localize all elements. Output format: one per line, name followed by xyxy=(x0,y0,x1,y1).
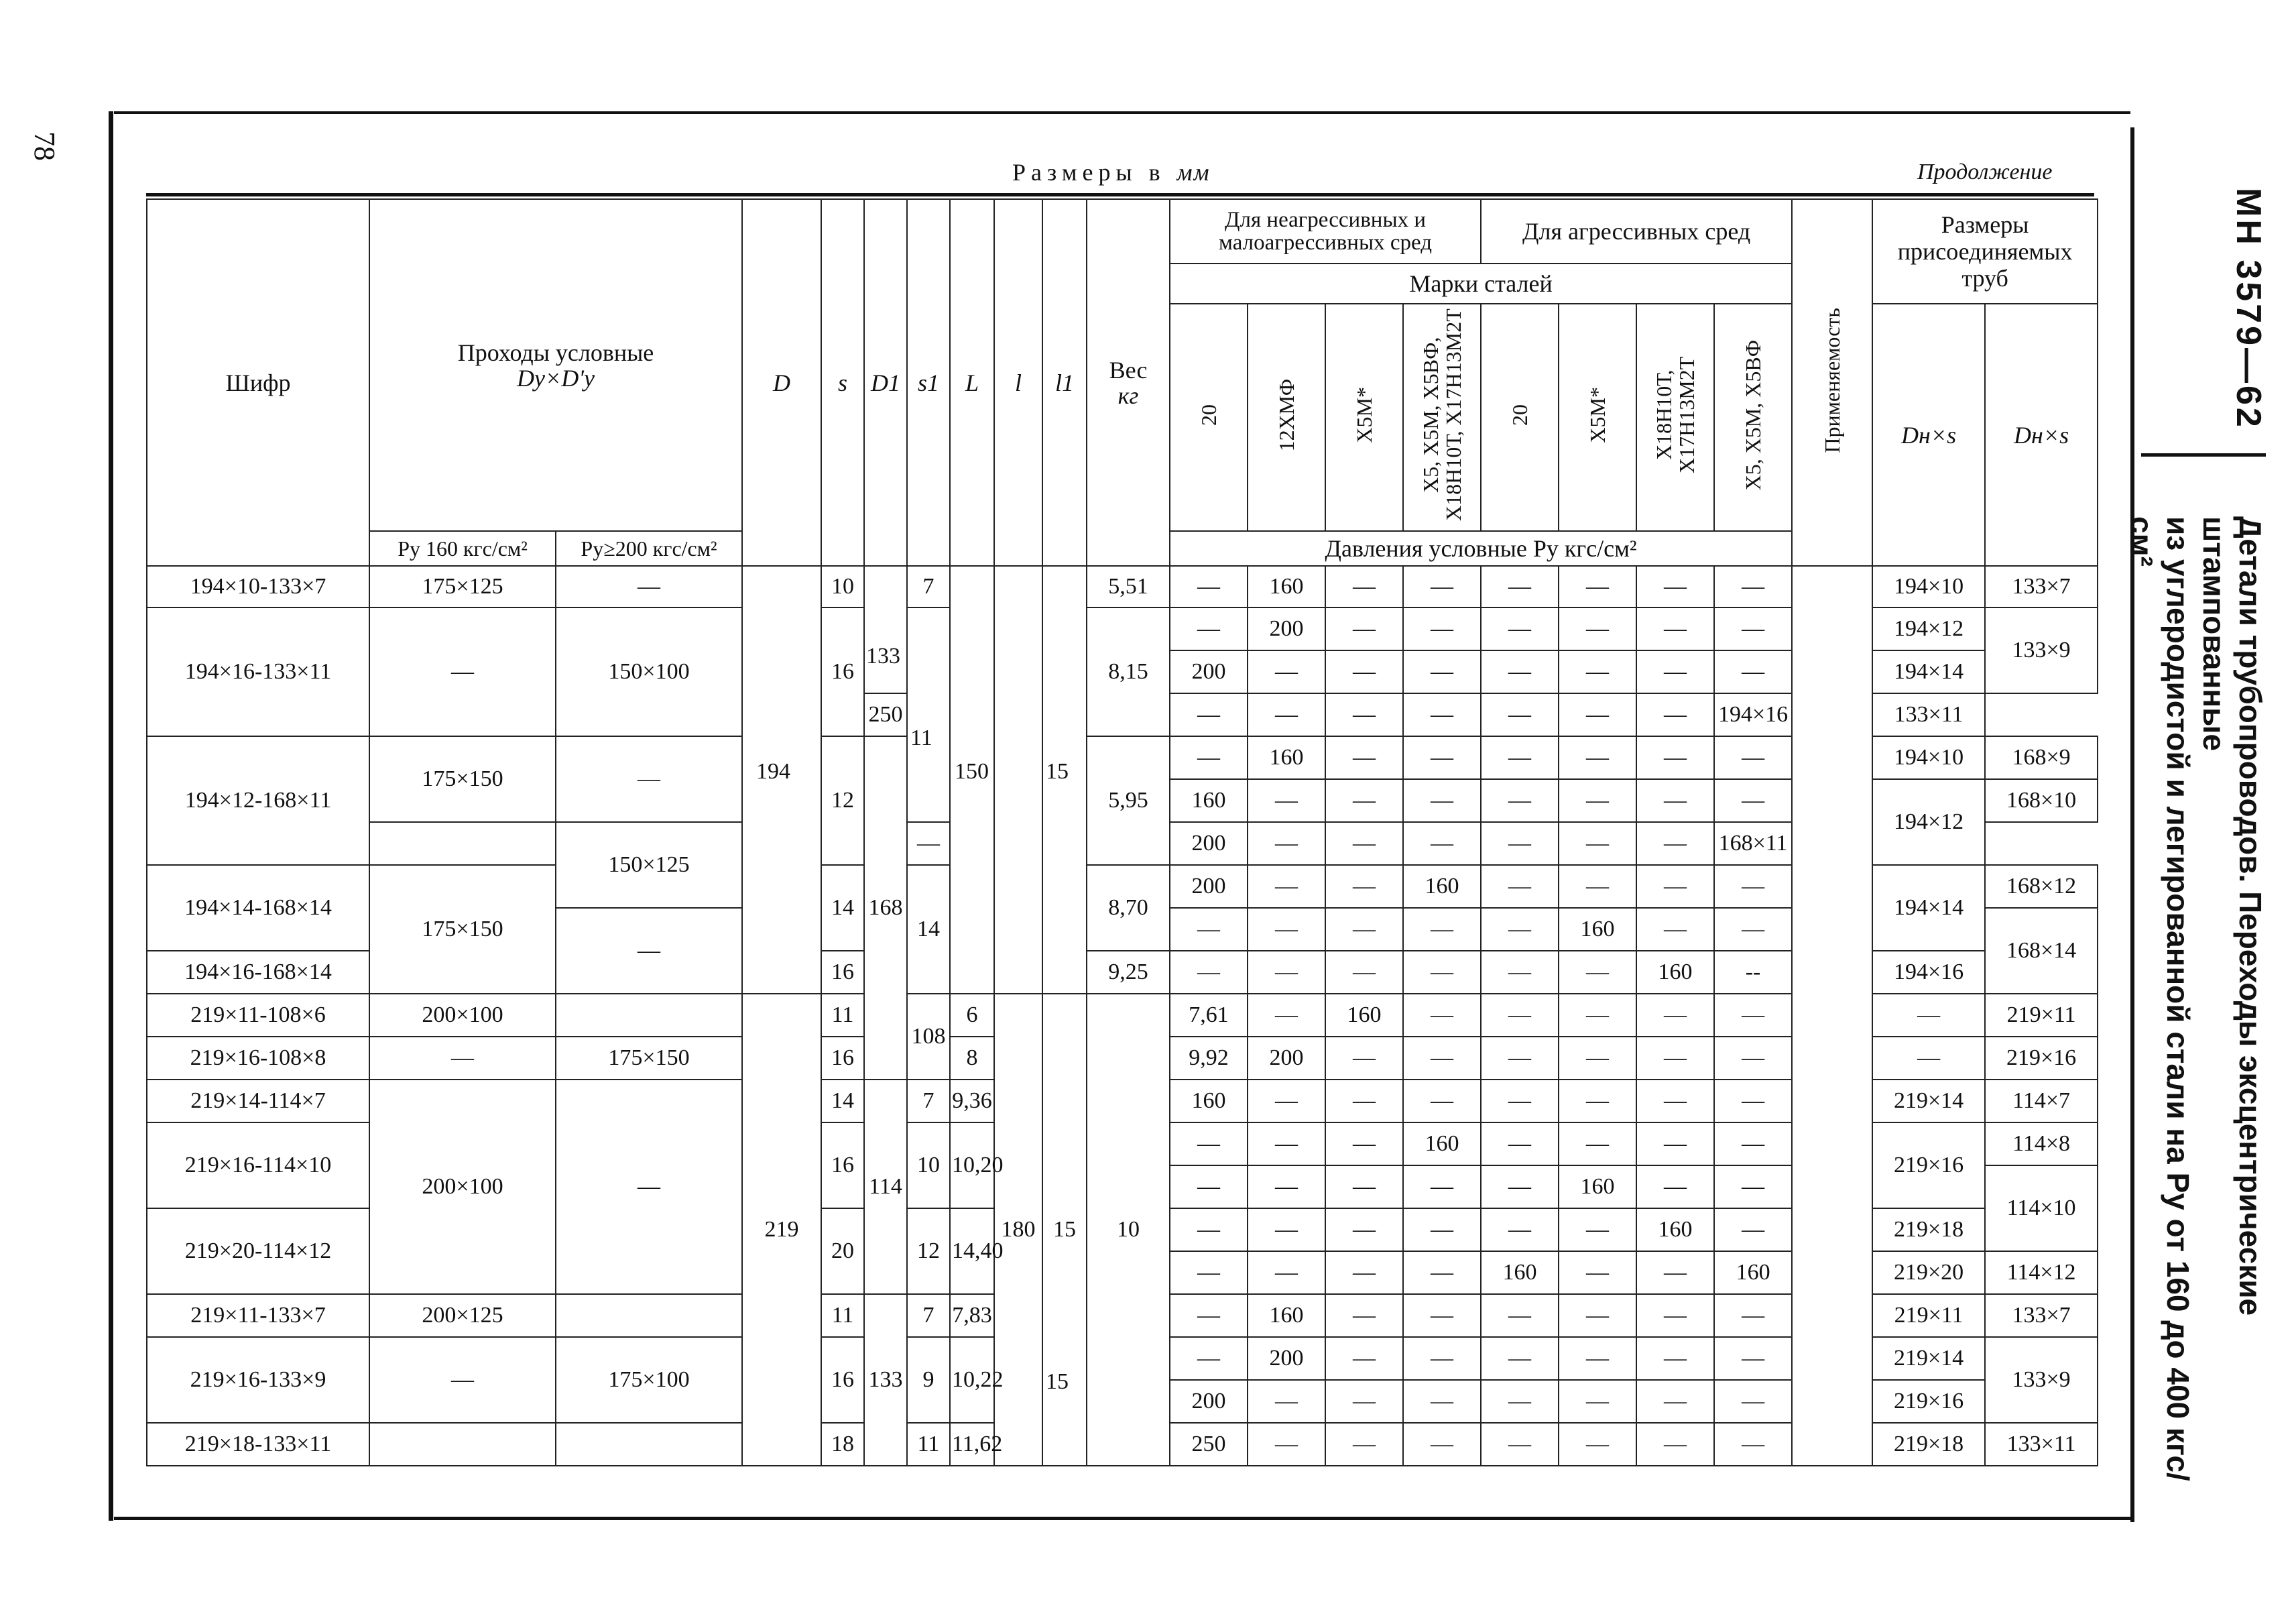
block-D1-133: 133 xyxy=(866,644,900,669)
col-pressure: Давления условные Pу кгс/см² xyxy=(1170,531,1792,566)
steel-3: Х5М* xyxy=(1325,304,1403,531)
table-row: 219×18-133×11 18 11 11,62 250 — — — — — — — 219×18 133×11 xyxy=(147,1423,2098,1466)
table-row: 194×10-133×7 175×125 — 10 7 5,51 — 160 — — — — — — 194×10 133×7 xyxy=(147,566,2098,607)
table-top-rule xyxy=(146,193,2094,196)
frame-bottom-rule xyxy=(114,1517,2130,1520)
col-l1: l1 xyxy=(1042,199,1087,566)
col-pass-py200: Pу≥200 кгс/см² xyxy=(556,531,742,566)
table-row: 194×12-168×11 175×150 — 12 168 5,95 — 160 — — — — — — 194×10 168×9 xyxy=(147,736,2098,779)
table-row: 150×125 — 200 — — — — — — 168×11 xyxy=(147,822,2098,865)
table-row: 219×11-108×6 200×100 219 11 108 6 180 15 10 7,61 — 160 — — — — — — 219×11 xyxy=(147,994,2098,1037)
col-nonaggressive: Для неагрессивных и малоагрессивных сред xyxy=(1170,199,1481,264)
table-row: 219×14-114×7 200×100 — 14 114 7 9,36 160 — — — — — — — 219×14 114×7 xyxy=(147,1080,2098,1122)
table-row: 194×14-168×14 175×150 14 14 8,70 200 — — 160 — — — — 194×14 168×12 xyxy=(147,865,2098,908)
col-steel-grades: Марки сталей xyxy=(1170,264,1792,304)
table-row: 219×16-114×10 16 10 10,20 — — — 160 — — — — 219×16 114×8 xyxy=(147,1122,2098,1165)
col-pipes: Размеры присоединяемых труб xyxy=(1872,199,2098,304)
page-number: 78 xyxy=(28,131,61,161)
table-row: 194×16-133×11 — 150×100 16 8,15 — 200 — — — — — — 194×12 133×9 xyxy=(147,607,2098,650)
col-D: D xyxy=(742,199,821,566)
side-rule xyxy=(2141,453,2266,457)
col-usage: Применяемость xyxy=(1792,199,1872,566)
col-D1: D1 xyxy=(864,199,907,566)
continuation-caption: Продолжение xyxy=(1917,160,2053,184)
data-table-wrap xyxy=(146,198,2094,1466)
col-shifr: Шифр xyxy=(147,199,369,566)
data-table xyxy=(146,198,2098,1466)
standard-code: МН 3579—62 xyxy=(2229,188,2268,430)
col-l: l xyxy=(994,199,1042,566)
col-s1: s1 xyxy=(907,199,950,566)
col-pass-py160: Pу 160 кгс/см² xyxy=(369,531,556,566)
table-row: 194×16-168×14 16 9,25 — — — — — — 160 -- 194×16 xyxy=(147,951,2098,994)
table-row: 250 — — — — — — — 194×16 133×11 xyxy=(147,693,2098,736)
first-block-l1: 15 xyxy=(1046,759,1069,784)
table-row: — — — — 160 — — 160 219×20 114×12 xyxy=(147,1251,2098,1294)
frame-top-rule xyxy=(114,111,2130,114)
table-row: 219×16-133×9 — 175×100 16 9 10,22 — 200 — — — — — — 219×14 133×9 xyxy=(147,1337,2098,1380)
first-block-L: 150 xyxy=(955,759,989,784)
first-block-values: 194 xyxy=(756,759,790,784)
table-row: 219×16-108×8 — 175×150 16 8 9,92 200 — — — — — — — 219×16 xyxy=(147,1037,2098,1080)
steel-1: 20 xyxy=(1170,304,1248,531)
steel-5: 20 xyxy=(1481,304,1559,531)
table-row: 219×20-114×12 20 12 14,40 — — — — — — 160 — 219×18 xyxy=(147,1208,2098,1251)
table-row: — — — — — — 160 — — 168×14 xyxy=(147,908,2098,951)
col-passes: Проходы условные Dу×D'у xyxy=(369,199,742,531)
table-row: 200 — — — — — — — 194×14 xyxy=(147,650,2098,693)
col-s: s xyxy=(821,199,864,566)
block-s1-11: 11 xyxy=(910,726,932,750)
block-l1-15b: 15 xyxy=(1046,1369,1069,1394)
steel-8: Х5, Х5М, Х5ВФ xyxy=(1714,304,1792,531)
col-pipe-1: Dн×s xyxy=(1872,304,1985,566)
table-row: — — — — — 160 — — 114×10 xyxy=(147,1165,2098,1208)
steel-2: 12ХМФ xyxy=(1248,304,1325,531)
col-aggressive: Для агрессивных сред xyxy=(1481,199,1792,264)
col-weight: Вес кг xyxy=(1087,199,1170,566)
steel-4: Х5, Х5М, Х5ВФ, Х18Н10Т, Х17Н13М2Т xyxy=(1403,304,1481,531)
table-row: 219×11-133×7 200×125 11 133 7 7,83 — 160 — — — — — — 219×11 133×7 xyxy=(147,1294,2098,1337)
table-row: 160 — — — — — — — 194×12 168×10 xyxy=(147,779,2098,822)
page-title: Детали трубопроводов. Переходы эксцентрические штампованные из углеродистой и легированной стали на Pу от 160 до 400 кгс/см² xyxy=(2124,516,2268,1481)
sizes-caption: Размеры в мм xyxy=(1012,159,1211,186)
table-row: 200 — — — — — — — 219×16 xyxy=(147,1380,2098,1423)
steel-6: Х5М* xyxy=(1559,304,1636,531)
frame-left-rule xyxy=(109,111,113,1521)
steel-7: Х18Н10Т, Х17Н13М2Т xyxy=(1636,304,1714,531)
col-pipe-2: Dн×s xyxy=(1985,304,2098,566)
col-L: L xyxy=(950,199,994,566)
